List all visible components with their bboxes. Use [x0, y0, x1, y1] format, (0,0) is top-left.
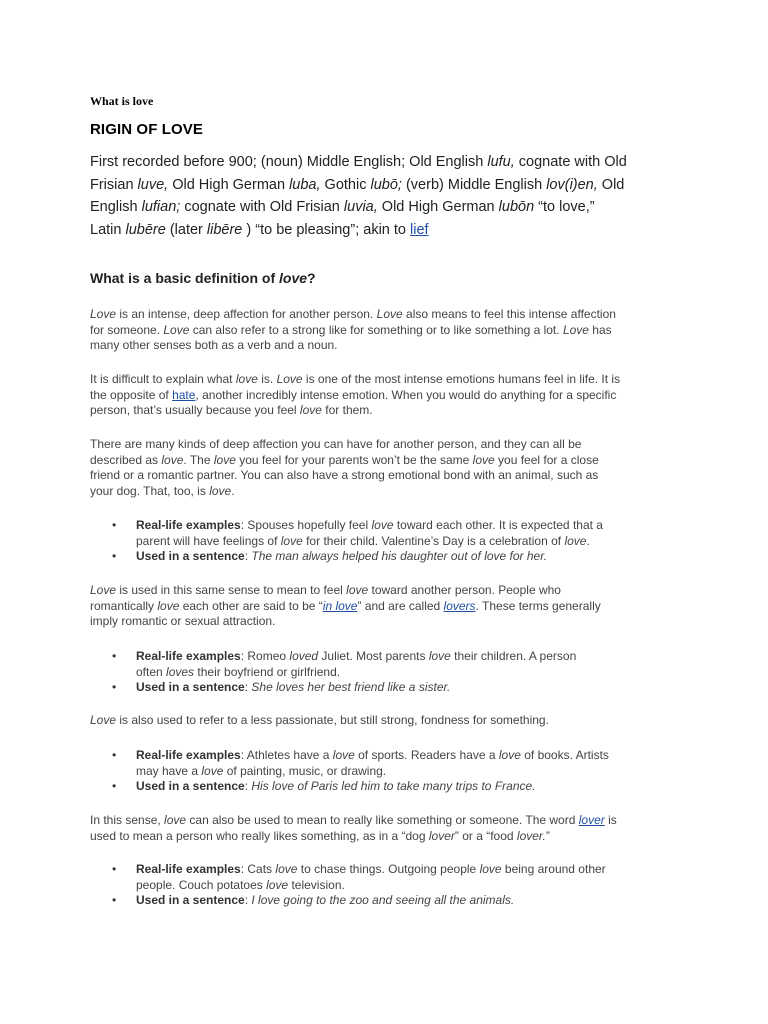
list-item — [90, 893, 680, 909]
text-line — [90, 403, 680, 419]
text-run: is used in this same sense to mean to feel — [116, 583, 347, 597]
text-line — [136, 764, 680, 780]
text-run: is. — [257, 372, 277, 386]
text-run: your dog. That, too, is — [90, 483, 210, 498]
word-italic: love — [275, 862, 298, 876]
text-run: to chase things. Outgoing people — [297, 862, 480, 876]
origin-paragraph — [90, 151, 680, 241]
word-italic: love — [564, 533, 587, 548]
label-bold: Real-life examples — [136, 518, 241, 532]
list-item — [90, 549, 680, 565]
text-run: (later — [165, 221, 207, 238]
label-bold: Real-life examples — [136, 649, 241, 663]
text-line — [136, 680, 680, 696]
origin-line — [90, 174, 680, 197]
text-run: . — [231, 483, 235, 498]
word-italic: libēre — [206, 221, 243, 238]
list-item — [90, 680, 680, 696]
word-italic: lufu, — [487, 154, 515, 170]
word-italic: loved — [289, 649, 319, 663]
text-run: for their child. Valentine’s Day is a celebration of — [302, 533, 565, 548]
paragraph-fondness — [90, 713, 680, 729]
word-italic: Love — [562, 322, 589, 337]
origin-line — [90, 151, 680, 174]
text-run: English — [90, 199, 142, 215]
text-run: the opposite of — [90, 387, 173, 402]
text-run: you feel for your parents won’t be the same — [235, 452, 473, 467]
example-list — [90, 748, 680, 795]
paragraph-difficult — [90, 372, 680, 419]
text-run: Frisian — [90, 176, 138, 193]
text-run: Old High German — [168, 176, 290, 193]
link-text: in love — [322, 598, 358, 613]
list-item — [90, 649, 680, 680]
text-line — [136, 665, 680, 681]
text-run: ) “to be pleasing”; akin to — [242, 221, 411, 238]
text-run: being around other — [501, 862, 606, 876]
text-run: : Athletes have a — [240, 748, 333, 762]
sentence-italic: She loves her best friend like a sister. — [251, 680, 451, 695]
text-line — [136, 878, 680, 894]
text-run: can also refer to a strong like for something or to like something a lot. — [189, 322, 563, 337]
text-run: : — [244, 779, 252, 794]
label-bold: Used in a sentence — [136, 680, 245, 695]
text-run: for someone. — [90, 322, 164, 337]
document-title: What is love — [90, 94, 154, 108]
sentence-italic: His love of Paris led him to take many trips to France. — [251, 779, 536, 794]
word-italic: love — [346, 583, 369, 597]
word-italic: luba, — [289, 176, 321, 193]
text-run: of painting, music, or drawing. — [223, 763, 387, 778]
list-item — [90, 779, 680, 795]
text-run: cognate with Old — [514, 154, 627, 170]
text-run: In this sense, — [90, 813, 165, 827]
label-bold: Real-life examples — [136, 862, 241, 876]
word-italic: love — [332, 748, 355, 762]
text-run: parent will have feelings of — [136, 533, 281, 548]
text-run: First recorded before 900; (noun) Middle English; Old English — [90, 154, 488, 170]
text-run: ” — [545, 828, 550, 843]
text-run: is an intense, deep affection for another person. — [116, 307, 377, 321]
text-run: Juliet. Most parents — [318, 649, 429, 663]
paragraph-definition — [90, 307, 680, 354]
text-run: cognate with Old Frisian — [180, 199, 344, 215]
example-list — [90, 518, 680, 565]
word-italic: lufian; — [141, 199, 181, 215]
word-italic: lov(i)en, — [546, 176, 598, 193]
link-text: lover — [578, 813, 605, 827]
text-run: used to mean a person who really likes something, as in a “dog — [90, 828, 429, 843]
word-italic: love — [164, 813, 187, 827]
sentence-italic: The man always helped his daughter out of love for her. — [251, 549, 548, 564]
text-line — [90, 583, 680, 599]
text-line: many other senses both as a verb and a noun. — [90, 338, 338, 353]
text-line — [90, 323, 680, 339]
word-italic: Love — [90, 583, 117, 597]
word-italic: Love — [376, 307, 403, 321]
text-run: . These terms generally — [475, 598, 601, 613]
list-item — [90, 518, 680, 549]
word-italic: love — [209, 483, 232, 498]
text-run: their boyfriend or girlfriend. — [194, 664, 341, 679]
text-run: romantically — [90, 598, 158, 613]
text-line — [136, 862, 680, 878]
text-run: you feel for a close — [494, 452, 599, 467]
word-italic: love — [479, 862, 502, 876]
origin-heading: RIGIN OF LOVE — [90, 121, 203, 138]
lovers-link[interactable] — [444, 599, 476, 613]
example-list — [90, 649, 680, 696]
text-run: , another incredibly intense emotion. When you would do anything for a specific — [195, 387, 617, 402]
word-italic: lubōn — [498, 199, 535, 215]
label-bold: Real-life examples — [136, 748, 241, 762]
text-run: : — [244, 893, 252, 908]
example-list — [90, 862, 680, 909]
paragraph-this-sense — [90, 813, 680, 844]
text-run: ” or a “food — [454, 828, 517, 843]
link-text: lovers — [443, 598, 476, 613]
text-line — [90, 599, 680, 615]
text-run: has — [588, 322, 612, 337]
word-italic: lover. — [516, 828, 546, 843]
word-italic: love — [371, 518, 394, 532]
label-bold: Used in a sentence — [136, 779, 245, 794]
word-italic: love — [428, 649, 451, 663]
word-italic: love — [157, 598, 180, 613]
text-run: of books. Artists — [520, 748, 609, 762]
text-run: Latin — [90, 221, 126, 238]
text-line — [136, 893, 680, 909]
word-italic: luve, — [137, 176, 169, 193]
text-run: is also used to refer to a less passionate, but still strong, fondness for something. — [116, 713, 549, 727]
text-run: also means to feel this intense affection — [402, 307, 616, 321]
text-run: : Romeo — [240, 649, 290, 663]
word-italic: lubēre — [125, 221, 166, 238]
word-italic: love — [161, 452, 184, 467]
text-run: . The — [183, 452, 214, 467]
text-run: is one of the most intense emotions humans feel in life. It is — [302, 372, 621, 386]
text-line — [90, 484, 680, 500]
text-line — [90, 713, 680, 729]
text-run: “to love,” — [534, 199, 595, 215]
word-italic: Love — [276, 372, 303, 386]
word-italic: lover — [428, 828, 455, 843]
text-run: (verb) Middle English — [401, 176, 547, 193]
text-run: . — [586, 533, 590, 548]
text-run: ? — [307, 270, 316, 286]
text-run: It is difficult to explain what — [90, 372, 236, 386]
word-italic: Love — [90, 307, 117, 321]
text-line — [136, 549, 680, 565]
text-run: television. — [288, 877, 345, 892]
text-run: ” and are called — [357, 598, 444, 613]
origin-line — [90, 196, 680, 219]
word-italic: loves — [166, 664, 195, 679]
text-line — [90, 388, 680, 404]
text-line — [136, 748, 680, 764]
text-line — [136, 534, 680, 550]
text-run: people. Couch potatoes — [136, 877, 267, 892]
text-line — [90, 829, 680, 845]
text-run: may have a — [136, 763, 202, 778]
text-run: their children. A person — [450, 649, 577, 663]
word-italic: love — [472, 452, 495, 467]
text-run: toward each other. It is expected that a — [393, 518, 603, 532]
text-line — [90, 813, 680, 829]
word-italic: Love — [163, 322, 190, 337]
word-italic: love — [201, 763, 224, 778]
text-run: Old High German — [377, 199, 499, 215]
text-run: is — [604, 813, 617, 827]
text-run: : Cats — [240, 862, 276, 876]
paragraph-romantic — [90, 583, 680, 630]
text-run: Gothic — [320, 176, 371, 193]
text-run: of sports. Readers have a — [354, 748, 499, 762]
origin-line — [90, 219, 680, 242]
word-italic: love — [213, 452, 236, 467]
text-run: What is a basic definition of — [90, 270, 280, 286]
label-bold: Used in a sentence — [136, 549, 245, 564]
list-item — [90, 862, 680, 893]
text-line: imply romantic or sexual attraction. — [90, 614, 276, 629]
text-line: friend or a romantic partner. You can also have a strong emotional bond with an animal, such as — [90, 468, 599, 483]
word-italic: love — [279, 270, 308, 286]
text-line — [90, 453, 680, 469]
text-run: for them. — [321, 403, 373, 418]
label-bold: Used in a sentence — [136, 893, 245, 908]
text-run: : Spouses hopefully feel — [240, 518, 372, 532]
paragraph-kinds — [90, 437, 680, 499]
word-italic: lubō; — [370, 176, 402, 193]
text-run: Old — [597, 176, 625, 193]
word-italic: love — [235, 372, 258, 386]
text-run: : — [244, 680, 252, 695]
text-line — [90, 307, 680, 323]
word-italic: love — [299, 403, 322, 418]
sentence-italic: I love going to the zoo and seeing all the animals. — [251, 893, 515, 908]
text-line — [90, 372, 680, 388]
text-line — [136, 518, 680, 534]
lover-link[interactable] — [579, 813, 605, 827]
text-run: often — [136, 664, 167, 679]
text-run: described as — [90, 452, 162, 467]
in-love-link[interactable] — [323, 599, 358, 613]
list-item — [90, 748, 680, 779]
text-line — [136, 649, 680, 665]
lief-link[interactable]: lief — [410, 221, 429, 238]
word-italic: love — [280, 533, 303, 548]
hate-link[interactable]: hate — [172, 387, 196, 402]
word-italic: love — [266, 877, 289, 892]
text-run: each other are said to be “ — [179, 598, 323, 613]
text-line: There are many kinds of deep affection you can have for another person, and they can all be — [90, 437, 582, 451]
text-run: can also be used to mean to really like something or someone. The word — [186, 813, 579, 827]
text-run: toward another person. People who — [368, 583, 561, 597]
word-italic: luvia, — [343, 199, 378, 215]
definition-heading — [90, 270, 316, 286]
text-line — [136, 779, 680, 795]
text-run: : — [244, 549, 252, 564]
word-italic: Love — [90, 713, 117, 727]
text-run: person, that’s usually because you feel — [90, 403, 300, 418]
word-italic: love — [498, 748, 521, 762]
